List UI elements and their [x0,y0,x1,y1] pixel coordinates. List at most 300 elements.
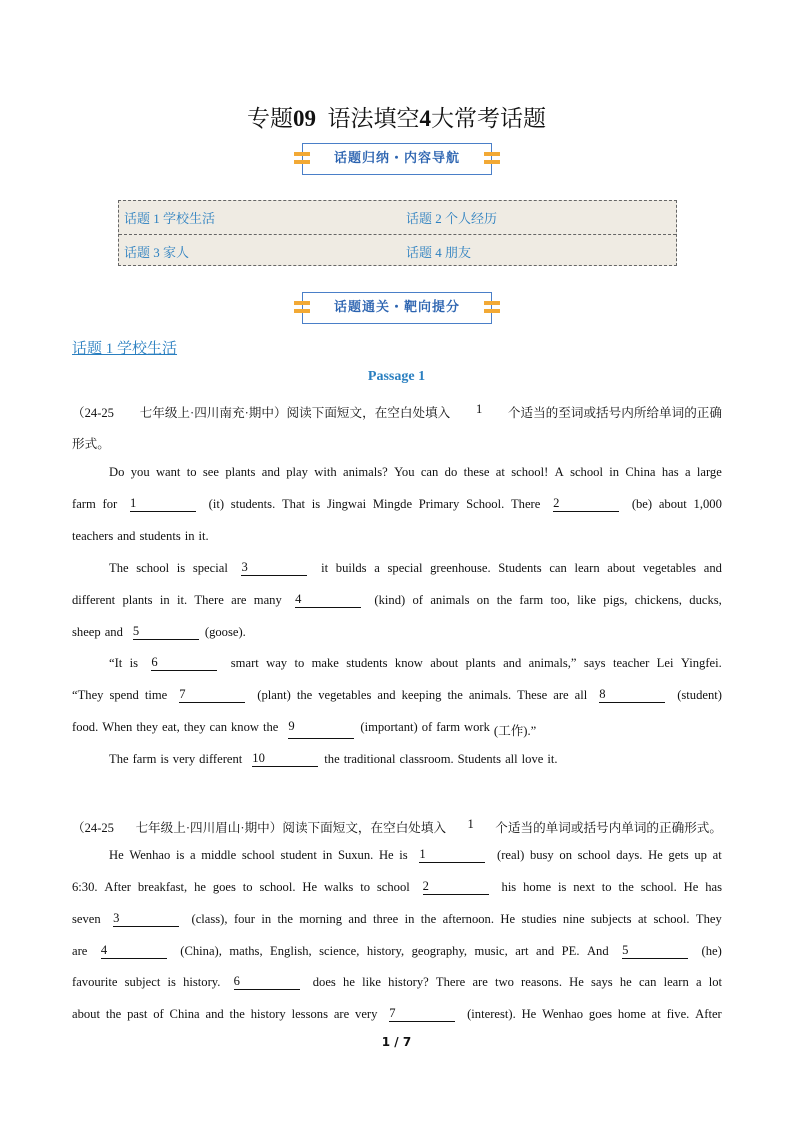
word: chickens, [634,593,682,607]
word: (China), [180,944,222,958]
word: ducks, [689,593,722,607]
word: he [194,880,206,894]
word: There [435,975,466,989]
word: about [658,497,687,511]
text-line [72,593,722,608]
word: work [464,720,490,734]
word: with [314,465,337,479]
answer-blank: 9 [288,720,354,739]
word: animals,” [528,656,577,670]
text-line [109,752,722,767]
answer-blank: 6 [151,656,217,671]
word: school. [653,912,690,926]
word: it. [176,593,188,607]
word: too, [550,593,570,607]
word: and [261,465,280,479]
word: time [144,688,168,702]
word: like [577,593,596,607]
word: “They [72,688,104,702]
word: five. [666,1007,690,1021]
word: about [607,561,636,575]
word: history, [366,944,405,958]
word: all [505,752,518,766]
text-line [72,944,722,959]
word: （24-25 [72,821,114,835]
word: he [619,975,632,989]
word: (kind) [374,593,406,607]
word: sheep [72,625,101,639]
word: about [72,1007,100,1021]
word: home [617,1007,646,1021]
word: at [651,1007,661,1021]
word: afternoon. [442,912,494,926]
word: the [496,593,513,607]
word: They [695,912,722,926]
decor-bars-icon [484,152,500,165]
answer-blank: 8 [599,688,665,703]
word: (工作).” [493,724,537,738]
text-line [72,912,722,927]
word: know [231,720,259,734]
word: very [355,1007,378,1021]
word: school [570,465,603,479]
word: he [343,975,355,989]
word: know [394,656,423,670]
word: eat, [162,720,180,734]
word: the [618,880,634,894]
word: lot [708,975,722,989]
word: is [175,848,185,862]
word: is [160,752,169,766]
page-number: 1 / 7 [381,1035,412,1049]
word: at [495,465,505,479]
word: （24-25 [72,406,114,420]
text-line [72,1007,722,1022]
toc-link-topic-1[interactable]: 话题 1 学校生活 [124,211,216,226]
word: and [104,625,123,639]
word: science, [319,944,360,958]
word: Yingfei. [680,656,722,670]
word: goes [212,880,236,894]
section-banner-overview: 话题归纳・内容导航 [302,143,492,175]
word: geography, [411,944,468,958]
word: is [557,880,567,894]
word: learn [663,975,689,989]
word: like [362,975,381,989]
answer-blank: 5 [622,944,688,959]
word: do [444,465,458,479]
word: all [574,688,588,702]
word: days. [616,848,643,862]
word: at [637,912,648,926]
word: 形式。 [72,437,110,451]
word: subjects [590,912,632,926]
word: He [521,1007,537,1021]
word: it [321,561,329,575]
word: farm [132,752,157,766]
word: farm [519,593,544,607]
word: After [104,880,131,894]
word: and [205,1007,224,1021]
word: school [577,848,611,862]
word: When [102,720,133,734]
word: has [661,465,679,479]
word: pigs, [603,593,628,607]
word: can [549,561,567,575]
answer-blank: 1 [419,848,485,863]
word: are [72,944,88,958]
answer-blank: 4 [295,593,361,608]
word: A [554,465,564,479]
word: and [117,529,136,543]
word: 6:30. [72,880,98,894]
word: special [192,561,228,575]
word: of [421,720,433,734]
word: spend [109,688,139,702]
word: are [333,1007,350,1021]
word: school [241,848,275,862]
text-line [72,688,722,703]
word: many [253,593,282,607]
word: can [209,720,227,734]
word: lessons [291,1007,328,1021]
word: He [378,848,394,862]
text-line [109,656,722,671]
word: and [348,912,367,926]
word: to [360,880,370,894]
word: they [136,720,158,734]
word: He [683,880,699,894]
word: (goose). [204,625,246,639]
word: He [500,912,516,926]
word: 1 [467,817,474,831]
word: (he) [701,944,722,958]
word: walks [323,880,354,894]
word: about [430,656,459,670]
word: reasons. [521,975,562,989]
word: Wenhao [129,848,171,862]
toc-link-topic-2[interactable]: 话题 2 个人经历 [406,211,498,226]
word: has [705,880,722,894]
word: play [286,465,308,479]
answer-blank: 10 [252,752,318,767]
word: up [694,848,707,862]
word: 个适当的至词或括号内所给单词的正确 [507,406,722,420]
word: in [322,848,333,862]
word: can [638,975,657,989]
word: make [311,656,339,670]
text-line [109,848,722,863]
word: special [387,561,423,575]
word: school! [511,465,549,479]
word: in [261,912,272,926]
decor-bars-icon [294,301,310,314]
word: plants [225,465,256,479]
answer-blank: 6 [234,975,300,990]
word: is [129,656,139,670]
word: China [169,1007,200,1021]
word: subject [124,975,161,989]
text-line [72,625,722,640]
word: favourite [72,975,118,989]
answer-blank: 3 [113,912,179,927]
word: builds [335,561,367,575]
toc-link-topic-3[interactable]: 话题 3 家人 [124,245,190,260]
word: You [394,465,415,479]
word: Do [109,465,125,479]
word: gets [668,848,689,862]
word: (class), [191,912,228,926]
word: his [501,880,517,894]
word: The [109,752,129,766]
word: at [712,848,722,862]
word: and [535,944,555,958]
word: in [609,465,620,479]
word: way [266,656,288,670]
word: Wenhao [542,1007,584,1021]
word: There [194,593,224,607]
word: a [695,975,702,989]
word: can [420,465,439,479]
word: does [312,975,336,989]
word: for [102,497,118,511]
word: School. [466,497,505,511]
word: music, [474,944,508,958]
answer-blank: 4 [101,944,167,959]
word: He [109,848,124,862]
word: teachers [72,529,114,543]
word: breakfast, [137,880,188,894]
word: large [696,465,722,479]
word: on [559,848,572,862]
text-line [72,497,722,512]
answer-blank: 5 [133,625,199,640]
decor-bars-icon [484,301,500,314]
word: English, [270,944,312,958]
decor-bars-icon [294,152,310,165]
word: see [202,465,219,479]
word: home [523,880,552,894]
word: the [447,688,463,702]
word: morning [299,912,343,926]
word: four [233,912,255,926]
word: history [250,1007,286,1021]
word: is [176,561,186,575]
text-line [72,817,722,836]
word: school [136,561,170,575]
word: vegetables [642,561,697,575]
word: plants [122,593,153,607]
word: vegetables [318,688,372,702]
word: greenhouse. [430,561,491,575]
word: the [105,1007,122,1021]
word: the [296,688,313,702]
word: very [172,752,196,766]
answer-blank: 2 [553,497,619,512]
word: want [155,465,181,479]
word: students [139,529,181,543]
word: He [302,880,318,894]
text-line [72,402,722,421]
word: farm [436,720,461,734]
word: animals. [468,688,512,702]
word: traditional [343,752,396,766]
word: He [648,848,663,862]
word: to [186,465,197,479]
word: students [346,656,388,670]
word: middle [201,848,237,862]
word: the [324,752,340,766]
word: to [242,880,253,894]
word: and [503,656,522,670]
word: animals? [342,465,388,479]
word: to [294,656,305,670]
text-line [72,433,722,452]
word: 个适当的单词或括号内单词的正确形式。 [495,821,722,835]
word: plants [465,656,496,670]
word: and [377,688,396,702]
word: they [183,720,206,734]
word: (interest). [467,1007,516,1021]
word: busy [529,848,554,862]
word: different [199,752,243,766]
word: of [153,1007,164,1021]
word: goes [588,1007,612,1021]
word: China [625,465,656,479]
word: (it) [208,497,225,511]
word: And [586,944,609,958]
word: Lei [656,656,674,670]
word: the [229,1007,245,1021]
word: He [569,975,584,989]
word: history? [388,975,429,989]
word: past [127,1007,148,1021]
word: 1,000 [693,497,722,511]
word: (important) [360,720,418,734]
word: these [463,465,490,479]
text-line [109,561,722,576]
toc-link-topic-4[interactable]: 话题 4 朋友 [406,245,472,260]
word: is [399,848,408,862]
word: history. [183,975,221,989]
text-line [72,880,722,895]
word: says [591,975,613,989]
word: the [277,912,293,926]
word: That [281,497,306,511]
word: in [159,593,170,607]
word: (real) [497,848,525,862]
word: is [311,497,321,511]
page-title: 专题09 语法填空4大常考话题 [247,106,546,131]
word: The [109,561,129,575]
word: farm [72,497,96,511]
word: (plant) [257,688,291,702]
word: school. [640,880,677,894]
word: is [167,975,176,989]
word: Suxun. [337,848,374,862]
word: you [130,465,150,479]
word: in [404,912,415,926]
answer-blank: 3 [241,561,307,576]
word: three [373,912,399,926]
word: After [695,1007,722,1021]
word: different [72,593,116,607]
word: says [583,656,606,670]
word: are [231,593,247,607]
word: it. [198,529,209,543]
word: seven [72,912,101,926]
word: keeping [401,688,442,702]
word: maths, [229,944,263,958]
word: a [374,561,380,575]
word: Students [498,561,542,575]
section-banner-practice: 话题通关・靶向提分 [302,292,492,324]
word: school [376,880,410,894]
word: a [684,465,691,479]
text-line [109,465,722,480]
word: These [517,688,548,702]
word: classroom. [399,752,454,766]
text-line [72,975,722,990]
word: students. [230,497,276,511]
word: smart [230,656,259,670]
passage-title: Passage 1 [367,369,426,384]
word: food. [72,720,99,734]
word: two [494,975,514,989]
word: teacher [612,656,650,670]
word: student [280,848,317,862]
word: school. [259,880,296,894]
topic-table [118,200,677,266]
word: PE. [561,944,580,958]
word: the [263,720,279,734]
word: 七年级上·四川眉山·期中）阅读下面短文，在空白处填入 [135,821,447,835]
word: love [521,752,544,766]
word: the [420,912,437,926]
word: are [553,688,569,702]
answer-blank: 7 [389,1007,455,1022]
word: Mingde [372,497,413,511]
word: There [510,497,541,511]
word: are [472,975,488,989]
word: and [703,561,722,575]
word: art [515,944,529,958]
answer-blank: 2 [423,880,489,895]
text-line [72,720,722,739]
word: in [184,529,195,543]
word: a [190,848,196,862]
word: animals [430,593,470,607]
word: (be) [631,497,653,511]
word: Students [457,752,502,766]
word: (student) [677,688,722,702]
answer-blank: 7 [179,688,245,703]
word: of [412,593,423,607]
word: on [476,593,490,607]
word: “It [109,656,123,670]
word: 1 [475,402,483,416]
answer-blank: 1 [130,497,196,512]
word: Primary [418,497,460,511]
text-line [72,529,722,544]
word: studies [521,912,557,926]
word: Jingwai [326,497,367,511]
word: to [601,880,612,894]
word: learn [574,561,600,575]
topic-1-heading-link[interactable]: 话题 1 学校生活 [72,341,178,357]
word: it. [547,752,558,766]
word: 七年级上·四川南充·期中）阅读下面短文，在空白处填入 [139,406,451,420]
